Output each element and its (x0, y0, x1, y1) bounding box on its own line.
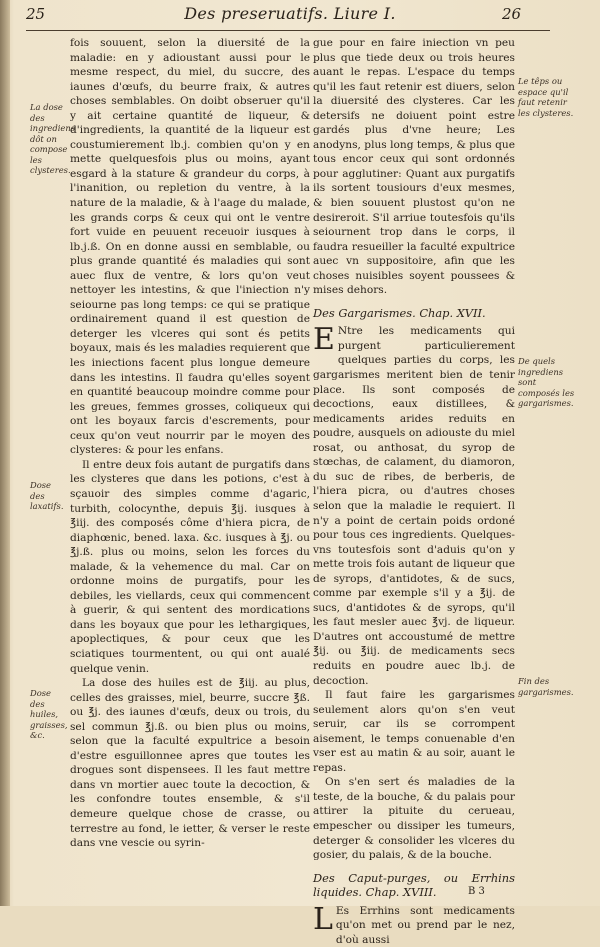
page-gutter-shadow (0, 0, 10, 906)
right-text-column (313, 36, 515, 947)
paragraph-text: Es Errhins sont medicaments qu'on met ou prend par le nez, d'où aussi (335, 904, 515, 946)
header-rule (26, 30, 550, 31)
margin-note-retention-time: Le têps ou espace qu'il faut retenir les clysteres. (518, 76, 574, 118)
drop-cap: L (313, 901, 333, 937)
paragraph: fois souuent, selon la diuersité de la maladie: en y adioustant aussi pour le mesme respect, du miel, du succre, des iaunes d'œufs, du beurre fraix, & autres choses semblables. On doibt obseruer qu'il y ait certaine quantité de liqueur, & d'ingredients, la quantité de la liqueur est coustumierement lb.j. combien qu'on y en mette quelquesfois plus ou moins, ayant esgard à la stature & grandeur du corps, à l'inanition, ou repletion du ventre, à la nature de la maladie, & à l'aage du malade, les grands corps & ceux qui ont le ventre fort vuide en peuuent receuoir iusques à lb.j.ß. On en donne aussi en semblable, ou plus grande quantité és maladies qui sont auec flux de ventre, & lors qu'on veut nettoyer les intestins, & que l'iniection n'y seiourne pas long temps: ce qui se pratique ordinairement quand il est question de deterger les vlceres qui sont és petits boyaux, mais és les maladies requierent que les iniections facent plus longue demeure dans les intestins. Il faudra qu'elles soyent en quantité beaucoup moindre comme pour les greues, femmes grosses, coliqueux qui ont les boyaux farcis d'escrements, pour ceux qu'on veut nourrir par le moyen des clysteres: & pour les enfans. (70, 37, 310, 457)
paragraph (313, 901, 515, 947)
left-text-column (70, 36, 310, 851)
paragraph (313, 324, 515, 688)
running-title: Des preseruatifs. Liure I. (184, 4, 396, 23)
margin-note-laxative-dose: Dose des laxatifs. (30, 480, 64, 511)
page-header (0, 0, 600, 40)
paragraph-text: Ntre les medicaments qui purgent particulierement quelques parties du corps, les gargarismes meritent bien de tenir place. Ils sont composés de decoctions, eaux distillees, & medicaments arides reduits en poudre, ausquels on adiouste du miel rosat, ou anthosat, du syrop de stœchas, de calament, du diamoron, du suc de ribes, de berberis, de l'hiera picra, ou d'autres choses selon que la maladie le requiert. Il n'y a point de certain poids ordoné pour tous ces ingredients. Quelques-vns toutesfois sont d'aduis qu'on y mette trois fois autant de liqueur que de syrops, d'antidotes, & de sucs, comme par exemple s'il y a ℥ij. de sucs, d'antidotes & de syrops, qu'il les faut mesler auec ℥vj. de liqueur. D'autres ont accoustumé de mettre ℥ij. ou ℥iij. de medicaments secs reduits en poudre auec lb.j. de decoction. (313, 325, 515, 687)
paragraph: Il entre deux fois autant de purgatifs dans les clysteres que dans les potions, c'est à sçauoir des simples comme d'agaric, turbith, colocynthe, depuis ℥ij. iusques à ℥iij. des composés côme d'hiera picra, de diaphœnic, bened. laxa. &c. iusques à ℥j. ou ℥j.ß. plus ou moins, selon les forces du malade, & la vehemence du mal. Car on ordonne moins de purgatifs, pour les debiles, les viellards, ceux qui commencent à guerir, & qui sentent des mordications dans les boyaux que pour les lethargiques, apoplectiques, & pour ceux que les sciatiques tourmentent, ou qui ont aualé quelque venin. (70, 458, 310, 675)
paragraph: Il faut faire les gargarismes seulement alors qu'on s'en veut seruir, car ils se corrompent aisement, le temps conuenable d'en vser est au matin & au soir, auant le repas. (313, 689, 515, 774)
paragraph: La dose des huiles est de ℥iij. au plus, celles des graisses, miel, beurre, succre ℥ß. ou ℥j. des iaunes d'œufs, deux ou trois, du sel commun ℥j.ß. ou bien plus ou moins, selon que la faculté expultrice a besoin d'estre esguillonnee apres que toutes les drogues sont dispensees. Il les faut mettre dans vn mortier auec toute la decoction, & les confondre toutes ensemble, & s'il demeure quelque chose de crasse, ou terrestre au fond, le ietter, & verser le reste dans vne vescie ou syrin- (70, 677, 310, 850)
margin-note-gargle-purpose: Fin des gargarismes. (518, 676, 574, 697)
paragraph: gue pour en faire iniection vn peu plus que tiede deux ou trois heures auant le repas. L'espace du temps qu'il les faut retenir est diuers, selon la diuersité des clysteres. Car les detersifs ne doiuent point estre gardés plus d'vne heure; Les anodyns, plus long temps, & plus que tous encor ceux qui sont ordonnés pour agglutiner: Quant aux purgatifs ils sortent tousiours d'eux mesmes, & bien souuent plustost qu'on ne desireroit. S'il arriue toutesfois qu'ils seiournent trop dans le corps, il faudra resueiller la faculté expultrice auec vn suppositoire, afin que les choses nuisibles soyent poussees & mises dehors. (313, 37, 515, 297)
paragraph: On s'en sert és maladies de la teste, de la bouche, & du palais pour attirer la pituite du cerueau, empescher ou dissiper les tumeurs, deterger & consolider les vlceres du gosier, du palais, & de la bouche. (313, 776, 515, 862)
catchword-signature: B 3 (468, 886, 485, 897)
page-number-left: 25 (26, 5, 46, 23)
chapter-heading-caput-purges: Des Caput-purges, ou Errhins liquides. Chap. XVIII. (313, 870, 515, 900)
margin-note-ingredient-dose: La dose des ingrediens dôt on compose les clysteres. (30, 102, 76, 175)
page-number-right: 26 (502, 5, 522, 23)
chapter-heading-gargarismes: Des Gargarismes. Chap. XVII. (313, 305, 486, 320)
drop-cap: E (313, 322, 335, 358)
margin-note-gargle-ingredients: De quels ingrediens sont composés les gargarismes. (518, 356, 575, 408)
margin-note-oils-dose: Dose des huiles, graisses, &c. (30, 688, 68, 740)
